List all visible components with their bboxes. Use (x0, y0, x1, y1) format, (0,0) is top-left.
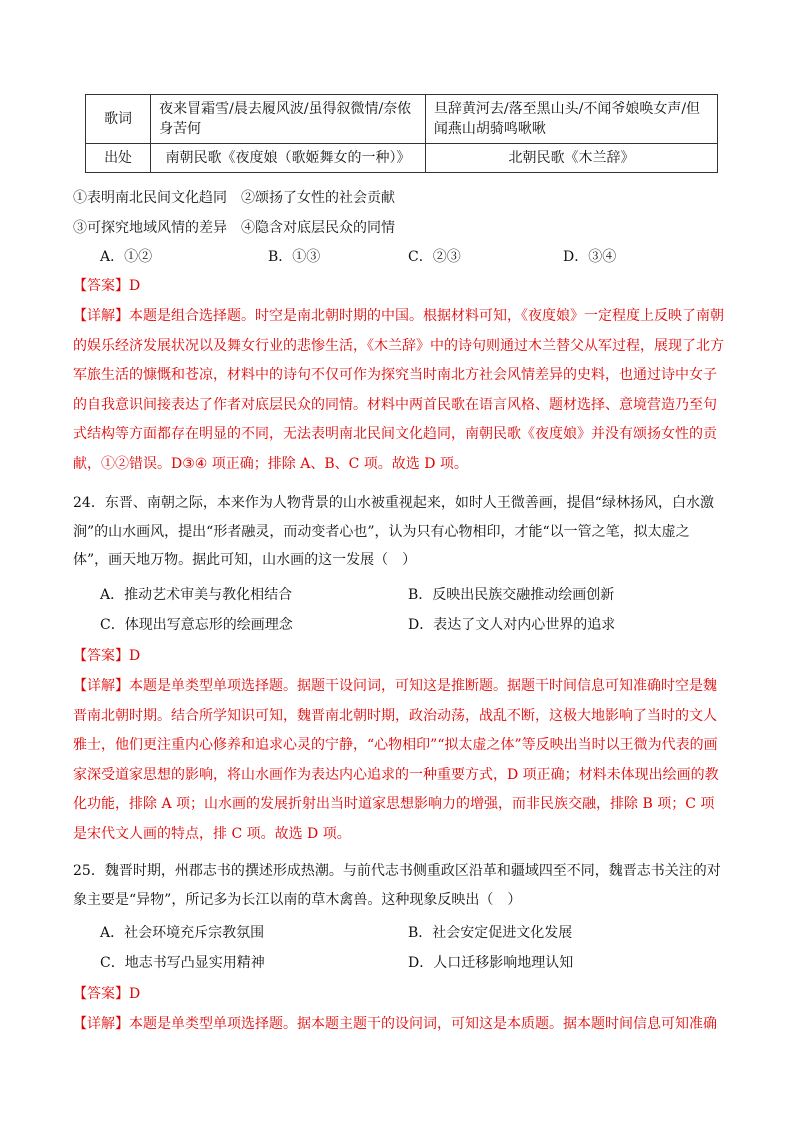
q25-option-c: C．地志书写凸显实用精神 (100, 955, 265, 971)
q23-answer: 【答案】D (73, 278, 141, 294)
source-mulanci: 北朝民歌《木兰辞》 (425, 144, 717, 173)
q24-option-c: C．体现出写意忘形的绘画理念 (100, 617, 293, 633)
statement-line-1: ①表明南北民间文化趋同 ②颂扬了女性的社会贡献 (73, 190, 395, 206)
q24-explanation: 【详解】本题是单类型单项选择题。据题干设问词，可知这是推断题。据题干时间信息可知准确时空是魏晋南北朝时期。结合所学知识可知，魏晋南北朝时期，政治动荡，战乱不断，这极大地影响了当时的文人雅士，他们更注重内心修养和追求心灵的宁静，“心物相印”“拟太虚之体”等反映出当时以王微为代表的画家深受道家思想的影响，将山水画作为表达内心追求的一种重要方式，D 项正确；材料未体现出绘画的教化功能，排除 A 项；山水画的发展折射出当时道家思想影响力的增强，而非民族交融，排除 B 项；C 项是宋代文人画的特点，排 C 项。故选 D 项。 (73, 678, 719, 842)
q23-option-a: A．①② (100, 249, 153, 265)
q25-answer: 【答案】D (73, 986, 141, 1002)
q23-option-c: C．②③ (408, 249, 461, 265)
source-ziyege: 南朝民歌《夜度娘（歌姬舞女的一种）》 (151, 144, 426, 173)
row-header-source: 出处 (86, 144, 151, 173)
q24-stem: 24．东晋、南朝之际，本来作为人物背景的山水被重视起来，如时人王微善画，提倡“绿林扬风，白水激涧”的山水画风，提出“形者融灵，而动变者心也”，认为只有心物相印，才能“以一管之笔，拟太虚之体”，画天地万物。据此可知，山水画的这一发展（ ） (73, 495, 714, 568)
lyrics-mulanci: 旦辞黄河去/落至黑山头/不闻爷娘唤女声/但闻燕山胡骑鸣啾啾 (425, 95, 717, 144)
table-row (86, 144, 718, 173)
q23-option-d: D．③④ (563, 249, 617, 265)
q23-option-b: B．①③ (268, 249, 321, 265)
lyrics-ziyege: 夜来冒霜雪/晨去履风波/虽得叙微情/奈侬身苦何 (151, 95, 426, 144)
q25-option-b: B．社会安定促进文化发展 (408, 925, 573, 941)
statement-line-2: ③可探究地域风情的差异 ④隐含对底层民众的同情 (73, 220, 395, 236)
q24-option-d: D．表达了文人对内心世界的追求 (408, 617, 616, 633)
source-table (85, 94, 718, 173)
q24-answer: 【答案】D (73, 648, 141, 664)
row-header-lyrics: 歌词 (86, 95, 151, 144)
q25-option-d: D．人口迁移影响地理认知 (408, 955, 574, 971)
q24-option-b: B．反映出民族交融推动绘画创新 (408, 587, 615, 603)
q25-stem: 25．魏晋时期，州郡志书的撰述形成热潮。与前代志书侧重政区沿革和疆域四至不同，魏晋志书关注的对象主要是“异物”，所记多为长江以南的草木禽兽。这种现象反映出（ ） (73, 863, 721, 908)
table-row (86, 95, 718, 144)
q23-explanation: 【详解】本题是组合选择题。时空是南北朝时期的中国。根据材料可知，《夜度娘》一定程度上反映了南朝的娱乐经济发展状况以及舞女行业的悲惨生活，《木兰辞》中的诗句则通过木兰替父从军过程，展现了北方军旅生活的慷慨和苍凉，材料中的诗句不仅可作为探究当时南北方社会风情差异的史料，也通过诗中女子的自我意识间接表达了作者对底层民众的同情。材料中两首民歌在语言风格、题材选择、意境营造乃至句式结构等方面都存在明显的不同，无法表明南北民间文化趋同，南朝民歌《夜度娘》并没有颂扬女性的贡献，①②错误。D③④ 项正确；排除 A、B、C 项。故选 D 项。 (73, 308, 724, 472)
q24-option-a: A．推动艺术审美与教化相结合 (100, 587, 293, 603)
q25-option-a: A．社会环境充斥宗教氛围 (100, 925, 265, 941)
q25-explanation: 【详解】本题是单类型单项选择题。据本题主题干的设问词，可知这是本质题。据本题时间信息可知准确 (73, 1016, 717, 1032)
